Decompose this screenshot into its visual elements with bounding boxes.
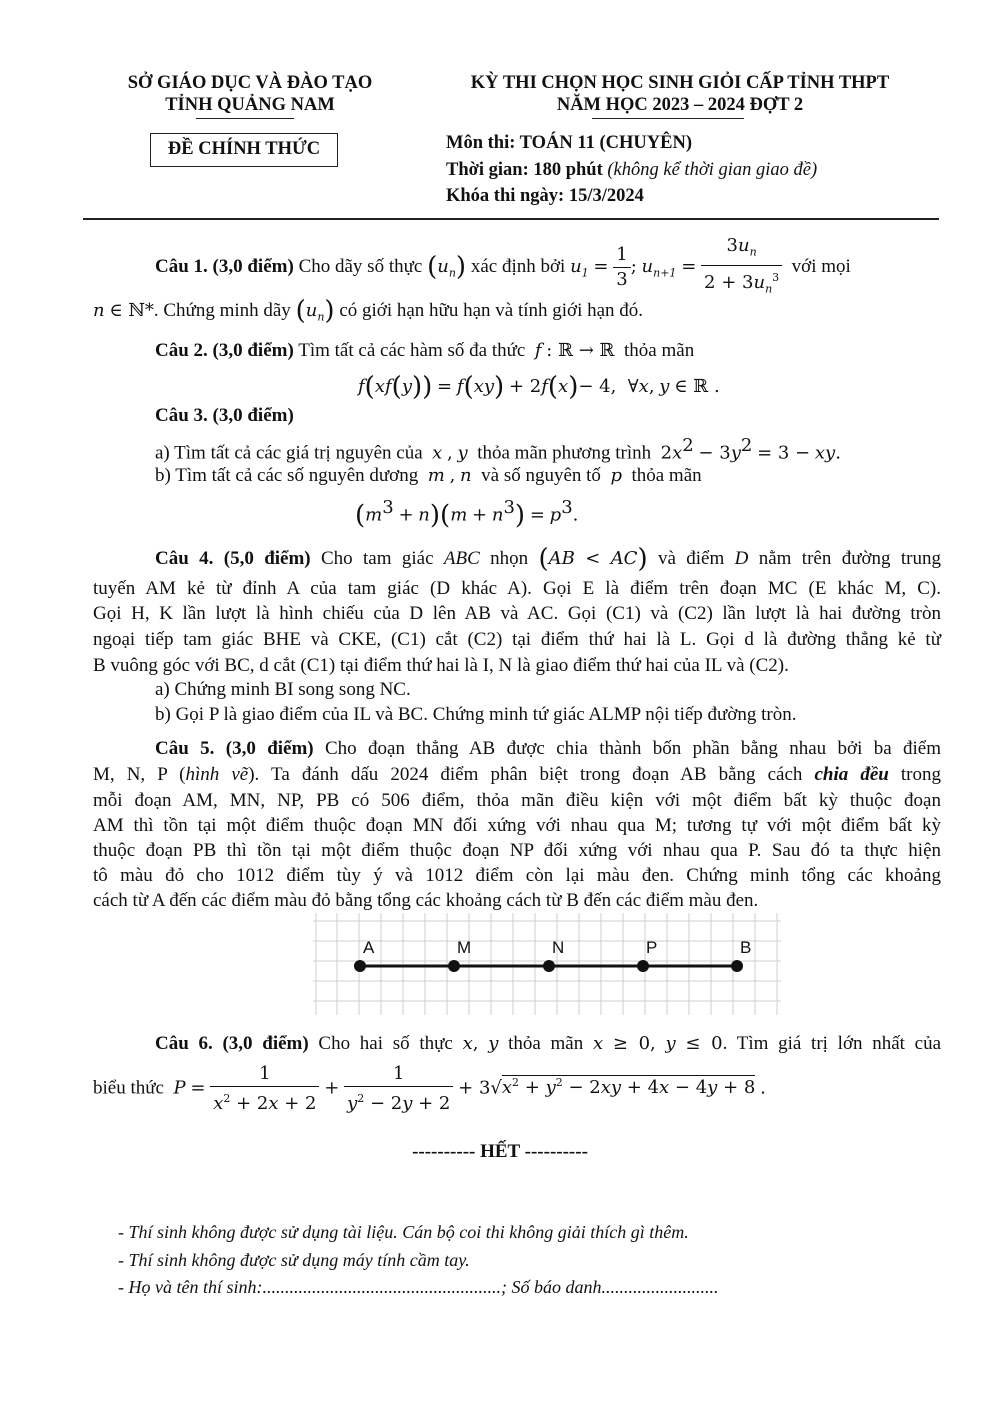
- exam-date-label: Khóa thi ngày: 15/3/2024: [446, 186, 644, 206]
- question-5-line-2: [93, 764, 941, 786]
- subject-label: Môn thi: TOÁN 11 (CHUYÊN): [446, 133, 693, 153]
- question-6-text: thỏa mãn: [508, 1033, 584, 1054]
- question-4b: b) Gọi P là giao điểm của IL và BC. Chứng minh tứ giác ALMP nội tiếp đường tròn.: [155, 704, 797, 725]
- time-note: (không kể thời gian giao đề): [607, 159, 818, 180]
- question-3-title-text: Câu 3. (3,0 điểm): [155, 405, 294, 426]
- note-no-documents: - Thí sinh không được sử dụng tài liệu. Cán bộ coi thi không giải thích gì thêm.: [118, 1222, 689, 1242]
- label-b: B: [740, 938, 752, 957]
- question-5-text: trong: [900, 764, 942, 785]
- question-2-equation: f(xf(y)) = f(xy) + 2f(x)− 4, ∀x, y ∈ ℝ .: [358, 372, 720, 402]
- question-2-text: thỏa mãn: [624, 340, 695, 361]
- question-5-line-1: [155, 738, 941, 760]
- segment-figure: [313, 913, 781, 1015]
- question-3b-text: b) Tìm tất cả các số nguyên dương: [155, 465, 419, 486]
- question-4-text: Cho tam giác: [320, 548, 434, 569]
- question-5-line-4: AM thì tồn tại một điểm thuộc đoạn MN đối xứng với nhau qua M; tương tự với một điểm bất kỳ: [93, 815, 941, 836]
- question-4-text: và điểm: [657, 548, 725, 569]
- question-3-title: [155, 405, 294, 427]
- department-name: SỞ GIÁO DỤC VÀ ĐÀO TẠO: [127, 73, 373, 93]
- official-exam-badge: ĐỀ CHÍNH THỨC: [150, 133, 338, 167]
- label-n: N: [552, 938, 565, 957]
- question-3b-text: thỏa mãn: [631, 465, 702, 486]
- point-m: [448, 960, 460, 972]
- question-6-line-2: biểu thức P = $\frac{1}{x^2 + 2x + 2}$ + $\frac{1}{y^2 - 2y + 2}$ + $3√x^2 + y^2 - 2xy + 4x - 4y + 8$ .: [93, 1063, 766, 1114]
- question-3a: a) Tìm tất cả các giá trị nguyên của x , y thỏa mãn phương trình $2x^2 - 3y^2 = 3$ − xy.: [155, 435, 841, 464]
- question-3b-equation: $(m^3 + n)(m + n^3) = p^3$.: [355, 497, 579, 531]
- question-4-line-3: Gọi H, K lần lượt là hình chiếu của D lên AB và AC. Gọi (C1) và (C2) lần lượt là hai đường tròn: [93, 603, 941, 624]
- question-6-title: Câu 6. (3,0 điểm): [155, 1033, 309, 1054]
- header-underline-right: [592, 118, 744, 119]
- time-label: Thời gian: 180 phút: [446, 159, 603, 180]
- exam-title-line2: NĂM HỌC 2023 – 2024 ĐỢT 2: [556, 95, 804, 115]
- point-p: [637, 960, 649, 972]
- label-a: A: [363, 938, 375, 957]
- point-n: [543, 960, 555, 972]
- question-2-text: Tìm tất cả các hàm số đa thức: [298, 340, 526, 361]
- question-4-line-4: ngoại tiếp tam giác BHE và CKE, (C1) cắt (C2) tại điểm thứ hai là L. Gọi d là đường thẳng kẻ từ: [93, 629, 941, 650]
- question-1-line-1: Câu 1. (3,0 điểm) Cho dãy số thực $(u_n)$ xác định bởi $u_1$ = $\frac{1}{3}$ ; $u_{n+1}$ = $\frac{3u_n}{2 + 3u_n^3}$ với mọi: [155, 235, 851, 296]
- header-underline-left: [196, 118, 294, 119]
- department-header: [100, 72, 400, 116]
- header-divider: [83, 218, 939, 220]
- question-1-line-2: n ∈ ℕ*. Chứng minh dãy $(u_n)$ có giới hạn hữu hạn và tính giới hạn đó.: [93, 296, 644, 326]
- question-1-title: Câu 1. (3,0 điểm): [155, 255, 294, 277]
- question-1-text: với mọi: [791, 255, 851, 277]
- exam-info: [446, 130, 946, 210]
- question-4-line-1: Câu 4. (5,0 điểm) Cho tam giác ABC nhọn (AB < AC) và điểm D nằm trên đường trung: [155, 544, 942, 574]
- question-4-title: Câu 4. (5,0 điểm): [155, 548, 311, 569]
- question-4a: a) Chứng minh BI song song NC.: [155, 679, 411, 700]
- question-5-text: ). Ta đánh dấu 2024 điểm phân biệt trong đoạn AB bằng cách: [248, 764, 803, 785]
- point-b: [731, 960, 743, 972]
- question-4-line-5: B vuông góc với BC, d cắt (C1) tại điểm thứ hai là I, N là giao điểm thứ hai của IL và (C2).: [93, 655, 789, 676]
- question-3a-text: thỏa mãn phương trình: [477, 442, 652, 464]
- note-no-calculator: - Thí sinh không được sử dụng máy tính cầm tay.: [118, 1250, 470, 1270]
- question-4-text: nằm trên đường trung: [758, 548, 942, 569]
- question-3a-text: a) Tìm tất cả các giá trị nguyên của: [155, 442, 423, 464]
- question-5-title: Câu 5. (3,0 điểm): [155, 738, 314, 759]
- end-marker: ---------- HẾT ----------: [412, 1141, 588, 1162]
- question-5-emphasis: chia đều: [814, 764, 889, 785]
- question-6-text: . Tìm giá trị lớn nhất của: [722, 1033, 941, 1054]
- question-6-text: Cho hai số thực: [318, 1033, 453, 1054]
- question-6-line-1: Câu 6. (3,0 điểm) Cho hai số thực x, y thỏa mãn x ≥ 0, y ≤ 0. Tìm giá trị lớn nhất của: [155, 1033, 941, 1054]
- question-1-text: . Chứng minh dãy: [153, 300, 291, 321]
- question-2-line-1: Câu 2. (3,0 điểm) Tìm tất cả các hàm số đa thức f : ℝ → ℝ thỏa mãn: [155, 340, 695, 361]
- question-1-text: Cho dãy số thực: [298, 255, 423, 277]
- question-5-line-7: cách từ A đến các điểm màu đỏ bằng tổng các khoảng cách từ B đến các điểm màu đen.: [93, 890, 759, 911]
- question-3b: b) Tìm tất cả các số nguyên dương m , n và số nguyên tố p thỏa mãn: [155, 465, 702, 486]
- note-candidate-info: - Họ và tên thí sinh:.....................................................; Số báo danh..........................: [118, 1277, 719, 1297]
- question-6-text: biểu thức: [93, 1077, 164, 1099]
- question-1-text: xác định bởi: [470, 255, 566, 277]
- point-a: [354, 960, 366, 972]
- question-4-text: nhọn: [490, 548, 529, 569]
- question-1-text: có giới hạn hữu hạn và tính giới hạn đó.: [339, 300, 644, 321]
- question-5-text: hình vẽ: [185, 764, 249, 785]
- question-5-line-5: thuộc đoạn PB thì tồn tại một điểm thuộc đoạn NP đối xứng với nhau qua P. Sau đó ta thực hiện: [93, 840, 941, 861]
- question-5-line-6: tô màu đỏ cho 1012 điểm tùy ý và 1012 điểm còn lại màu đen. Chứng minh tổng các khoảng: [93, 865, 941, 886]
- question-2-title: Câu 2. (3,0 điểm): [155, 340, 294, 361]
- question-5-text: Cho đoạn thẳng AB được chia thành bốn phần bằng nhau bởi ba điểm: [324, 738, 941, 759]
- label-m: M: [457, 938, 472, 957]
- question-5-text: M, N, P (: [93, 764, 186, 785]
- province-name: TỈNH QUẢNG NAM: [165, 95, 335, 115]
- question-5-line-3: mỗi đoạn AM, MN, NP, PB có 506 điểm, thỏa mãn điều kiện với một điểm bất kỳ thuộc đoạn: [93, 790, 941, 811]
- exam-title-header: [420, 72, 940, 116]
- question-3b-text: và số nguyên tố: [481, 465, 601, 486]
- exam-title-line1: KỲ THI CHỌN HỌC SINH GIỎI CẤP TỈNH THPT: [470, 73, 890, 93]
- question-4-line-2: tuyến AM kẻ từ đỉnh A của tam giác (D khác A). Gọi E là điểm trên đoạn MC (E khác M, C).: [93, 578, 941, 599]
- label-p: P: [646, 938, 658, 957]
